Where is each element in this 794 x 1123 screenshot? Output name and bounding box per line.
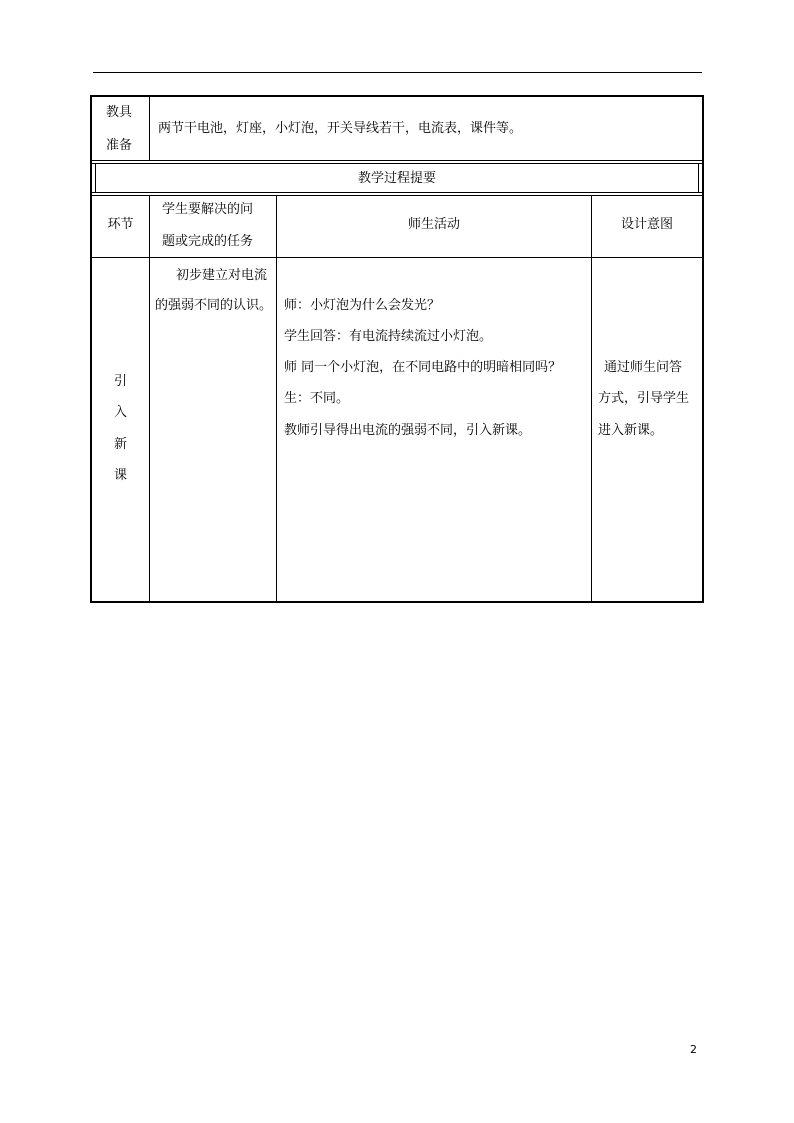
col-divider-2 (276, 195, 277, 601)
col-divider-3 (591, 195, 592, 601)
activity-line-5: 教师引导得出电流的强弱不同，引入新课。 (284, 423, 532, 438)
equipment-label-line2: 准备 (106, 138, 133, 153)
activity-line-3: 师 同一个小灯泡，在不同电路中的明暗相同吗？ (284, 360, 562, 375)
row-divider-4 (92, 195, 702, 196)
header-intent: 设计意图 (620, 217, 673, 232)
row-divider-5 (92, 257, 702, 258)
header-stage: 环节 (107, 217, 134, 232)
header-rule (93, 72, 702, 73)
intent-line3: 进入新课。 (598, 423, 664, 438)
page-number: 2 (690, 1043, 697, 1056)
stage-char-4: 课 (113, 468, 127, 483)
row-divider-3 (92, 192, 702, 193)
row-divider-2 (92, 163, 702, 164)
header-activity: 师生活动 (407, 217, 460, 232)
header-task-line2: 题或完成的任务 (162, 234, 254, 249)
col-divider-1 (149, 195, 150, 601)
intent-line2: 方式，引导学生 (598, 391, 690, 406)
equipment-content: 两节干电池，灯座，小灯泡，开关导线若干，电流表，课件等。 (158, 121, 523, 136)
activity-line-4: 生：不同。 (284, 391, 350, 406)
stage-char-2: 入 (113, 405, 127, 420)
activity-line-2: 学生回答：有电流持续流过小灯泡。 (284, 329, 493, 344)
col-divider-equipment (149, 97, 150, 161)
stage-char-3: 新 (113, 437, 127, 452)
stage-char-1: 引 (113, 374, 127, 389)
activity-line-1: 师：小灯泡为什么会发光？ (284, 298, 441, 313)
task-line2: 的强弱不同的认识。 (155, 298, 273, 313)
intent-line1: 通过师生问答 (604, 360, 683, 375)
task-line1: 初步建立对电流 (176, 268, 268, 283)
process-title: 教学过程提要 (357, 171, 436, 186)
lesson-plan-table (90, 95, 704, 603)
header-task-line1: 学生要解决的问 (162, 202, 254, 217)
equipment-label-line1: 教具 (106, 105, 133, 120)
row-divider-1 (92, 160, 702, 161)
